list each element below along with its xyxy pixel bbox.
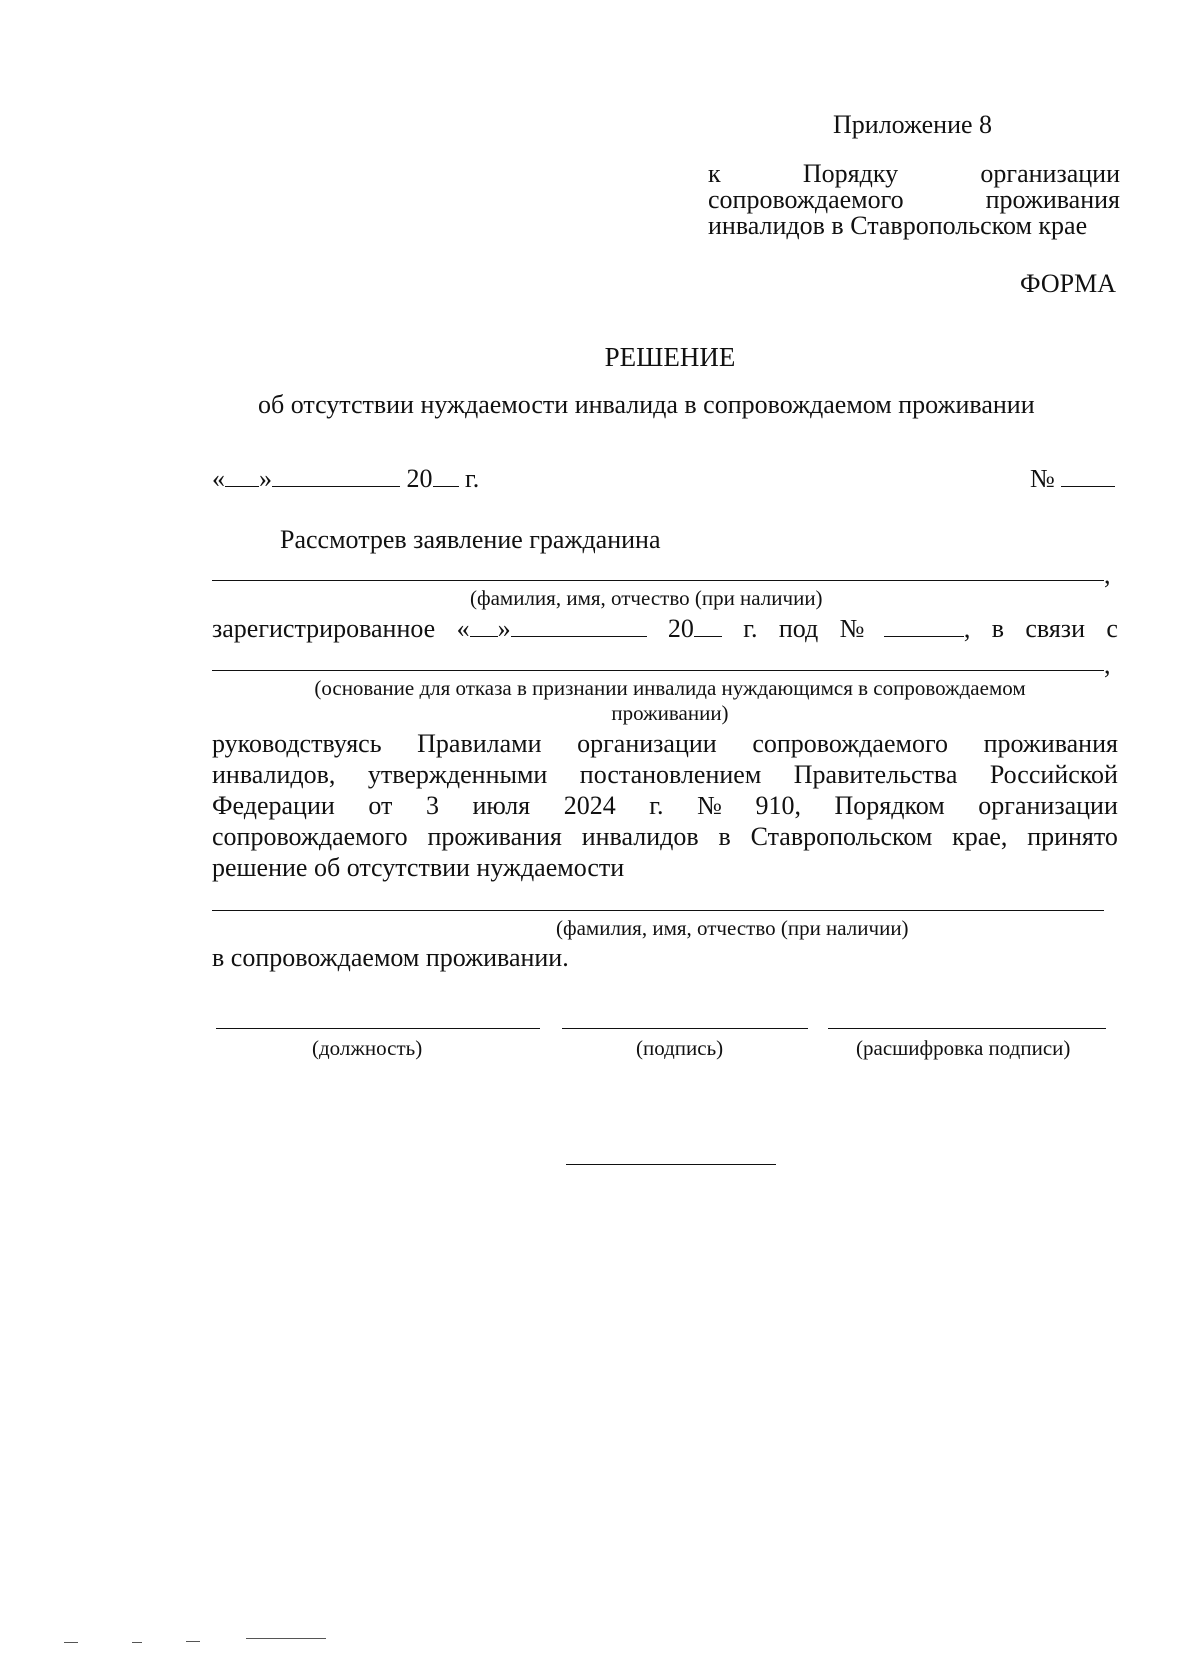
- caption-signature: (подпись): [636, 1036, 724, 1060]
- word: утвержденными: [367, 760, 548, 789]
- word: от: [368, 791, 393, 820]
- date-row: [212, 464, 479, 493]
- caption-fio: (фамилия, имя, отчество (при наличии): [470, 586, 823, 610]
- year-blank: [433, 464, 459, 487]
- word: Федерации: [212, 791, 335, 820]
- paragraph-line-3: [212, 792, 1118, 820]
- paragraph-line-5: решение об отсутствии нуждаемости: [212, 853, 625, 882]
- registered-number: № ,: [839, 614, 971, 643]
- word: Правительства: [793, 760, 958, 789]
- signature-line: [562, 1028, 808, 1029]
- number-blank: [1061, 464, 1115, 487]
- word: в: [718, 822, 731, 851]
- appendix-ref-line-3: инвалидов в Ставропольском крае: [708, 211, 1088, 240]
- word: сопровождаемого: [752, 729, 948, 758]
- word: руководствуясь: [212, 729, 382, 758]
- word: инвалидов,: [212, 760, 336, 789]
- word: организации: [577, 729, 717, 758]
- ref-word: к: [708, 159, 721, 188]
- registered-word: с: [1106, 614, 1118, 643]
- year-suffix: г.: [465, 464, 480, 493]
- registered-date: « »: [457, 614, 647, 643]
- word: сопровождаемого: [212, 822, 408, 851]
- open-quote: «: [212, 464, 225, 493]
- word: постановлением: [579, 760, 762, 789]
- word: 3: [425, 791, 439, 820]
- scan-mark: [246, 1638, 326, 1639]
- word: крае,: [952, 822, 1008, 851]
- ref-word: организации: [980, 159, 1120, 188]
- paragraph-line-1: [212, 730, 1118, 758]
- ref-word: сопровождаемого: [708, 185, 904, 214]
- position-line: [216, 1028, 540, 1029]
- word: июля: [472, 791, 531, 820]
- closing-text: в сопровождаемом проживании.: [212, 943, 569, 972]
- registered-line: [212, 614, 1118, 643]
- word: инвалидов: [581, 822, 699, 851]
- document-title: РЕШЕНИЕ: [604, 342, 736, 372]
- scan-mark: [64, 1642, 78, 1643]
- decoding-line: [828, 1028, 1106, 1029]
- word: организации: [978, 791, 1118, 820]
- word: Порядком: [834, 791, 945, 820]
- fio-line-2: [212, 910, 1104, 911]
- registered-year: 20: [668, 614, 722, 643]
- considered-text: Рассмотрев заявление гражданина: [280, 525, 661, 554]
- appendix-ref-line-2: [708, 186, 1120, 214]
- registered-word: г.: [743, 614, 758, 643]
- document-subtitle: об отсутствии нуждаемости инвалида в сопровождаемом проживании: [258, 390, 1035, 419]
- paragraph-line-4: [212, 823, 1118, 851]
- caption-fio-2: (фамилия, имя, отчество (при наличии): [556, 916, 909, 940]
- word: принято: [1027, 822, 1118, 851]
- word: проживания: [983, 729, 1118, 758]
- word: Правилами: [417, 729, 542, 758]
- number-sign: №: [1030, 464, 1055, 493]
- year-prefix: 20: [406, 464, 433, 493]
- fio-line-comma: ,: [1104, 560, 1111, 589]
- reason-line: [212, 670, 1104, 671]
- reg-number-blank: [884, 614, 964, 637]
- caption-reason-1: (основание для отказа в признании инвалида нуждающимся в сопровождаемом: [314, 676, 1026, 700]
- word: 2024: [563, 791, 616, 820]
- caption-reason-2: проживании): [611, 701, 729, 725]
- caption-decoding: (расшифровка подписи): [856, 1036, 1071, 1060]
- word: г.: [649, 791, 664, 820]
- reg-year-blank: [694, 614, 722, 637]
- word: проживания: [427, 822, 562, 851]
- scan-mark: [132, 1642, 142, 1643]
- appendix-ref-line-1: [708, 160, 1120, 188]
- word: №: [697, 791, 722, 820]
- registered-word: под: [778, 614, 819, 643]
- ref-word: проживания: [985, 185, 1120, 214]
- registered-word: связи: [1025, 614, 1085, 643]
- number-row: [1030, 464, 1115, 493]
- word: Ставропольском: [750, 822, 933, 851]
- caption-position: (должность): [312, 1036, 423, 1060]
- reason-line-comma: ,: [1104, 650, 1111, 679]
- month-blank: [272, 464, 400, 487]
- day-blank: [225, 464, 259, 487]
- fio-line: [212, 580, 1104, 581]
- word: Российской: [989, 760, 1118, 789]
- registered-word: в: [991, 614, 1005, 643]
- reg-month-blank: [511, 614, 647, 637]
- word: 910,: [755, 791, 801, 820]
- paragraph-line-2: [212, 761, 1118, 789]
- close-quote: »: [259, 464, 272, 493]
- appendix-number: Приложение 8: [833, 110, 993, 139]
- registered-word: зарегистрированное: [212, 614, 436, 643]
- form-label: ФОРМА: [1020, 269, 1116, 298]
- end-divider: [566, 1164, 776, 1165]
- reg-day-blank: [470, 614, 498, 637]
- ref-word: Порядку: [802, 159, 899, 188]
- scan-mark: [186, 1641, 200, 1642]
